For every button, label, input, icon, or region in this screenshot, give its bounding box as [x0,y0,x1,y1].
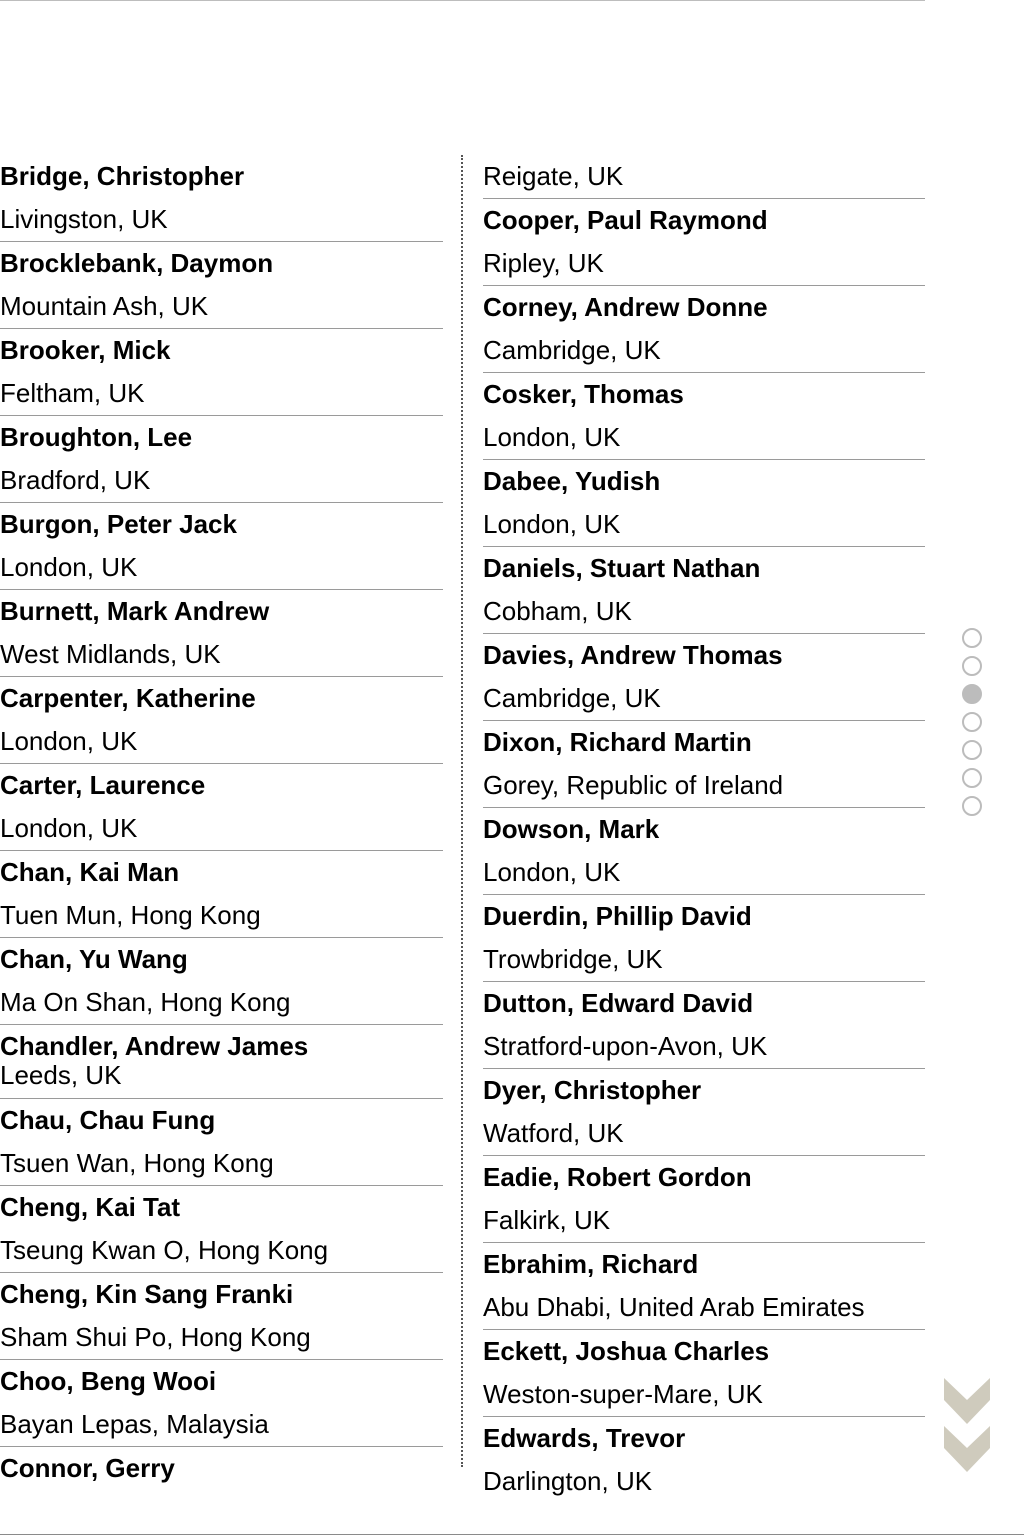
entry-location: Ripley, UK [483,248,604,278]
top-rule [0,0,925,1]
entry-location: Watford, UK [483,1118,624,1148]
entry-name: Davies, Andrew Thomas [483,640,783,670]
list-item [0,851,443,938]
entry-location: Cambridge, UK [483,335,661,365]
page-indicator [962,628,986,824]
list-item [483,721,925,808]
list-item [483,895,925,982]
entry-location: Livingston, UK [0,204,168,234]
entry-name: Dyer, Christopher [483,1075,702,1105]
entry-location: Bradford, UK [0,465,151,495]
list-item [483,1417,925,1503]
entry-location: Trowbridge, UK [483,944,663,974]
entry-location: Reigate, UK [483,161,624,191]
entry-location: London, UK [483,857,621,887]
list-item [483,1243,925,1330]
list-item [0,1099,443,1186]
entry-location: London, UK [0,813,138,843]
list-item [483,286,925,373]
list-item [483,1069,925,1156]
entry-location: Cobham, UK [483,596,632,626]
entry-location: Feltham, UK [0,378,145,408]
entry-location: Falkirk, UK [483,1205,611,1235]
list-item [0,329,443,416]
entry-location: Leeds, UK [0,1060,122,1090]
list-item [0,1186,443,1273]
entry-name: Dixon, Richard Martin [483,727,752,757]
list-item [0,242,443,329]
list-item [0,590,443,677]
entry-location: Ma On Shan, Hong Kong [0,987,291,1017]
page-dot[interactable] [962,656,982,676]
page-dot[interactable] [962,712,982,732]
entry-name: Dowson, Mark [483,814,660,844]
list-item [483,1330,925,1417]
entry-name: Duerdin, Phillip David [483,901,752,931]
entry-name: Burnett, Mark Andrew [0,596,270,626]
list-item [483,460,925,547]
entry-location: London, UK [483,422,621,452]
entry-name: Carpenter, Katherine [0,683,256,713]
entry-name: Broughton, Lee [0,422,193,452]
list-item [483,982,925,1069]
entry-location: Stratford-upon-Avon, UK [483,1031,768,1061]
entry-location: London, UK [483,509,621,539]
entry-name: Cosker, Thomas [483,379,684,409]
page-dot[interactable] [962,796,982,816]
entry-name: Ebrahim, Richard [483,1249,699,1279]
list-item [0,1360,443,1447]
list-item [483,547,925,634]
entry-name: Brocklebank, Daymon [0,248,274,278]
entry-location: Abu Dhabi, United Arab Emirates [483,1292,865,1322]
list-item [0,416,443,503]
entry-name: Dutton, Edward David [483,988,754,1018]
list-item [0,1025,443,1099]
page-dot[interactable] [962,684,982,704]
list-item [483,373,925,460]
list-item [0,764,443,851]
entry-name: Cheng, Kin Sang Franki [0,1279,294,1309]
bottom-rule [0,1534,1024,1535]
entry-name: Chandler, Andrew James [0,1031,309,1061]
entry-name: Burgon, Peter Jack [0,509,237,539]
entry-location: Weston-super-Mare, UK [483,1379,763,1409]
entry-name: Chan, Kai Man [0,857,180,887]
entry-name: Eckett, Joshua Charles [483,1336,770,1366]
list-item [0,155,443,242]
list-item [0,1273,443,1360]
list-item [483,199,925,286]
entry-name: Edwards, Trevor [483,1423,686,1453]
chevron-upper [944,1378,990,1424]
double-chevron-down-icon[interactable] [944,1378,990,1472]
entry-name: Chau, Chau Fung [0,1105,216,1135]
list-item [483,1156,925,1243]
entry-location: West Midlands, UK [0,639,221,669]
entry-location: London, UK [0,552,138,582]
list-item [0,1447,443,1490]
page-dot[interactable] [962,740,982,760]
left-column [0,155,443,1490]
entry-name: Connor, Gerry [0,1453,175,1483]
entry-name: Bridge, Christopher [0,161,245,191]
entry-name: Cheng, Kai Tat [0,1192,181,1222]
entry-name: Chan, Yu Wang [0,944,188,974]
column-divider [461,155,463,1467]
entry-name: Corney, Andrew Donne [483,292,768,322]
entry-name: Dabee, Yudish [483,466,661,496]
page-dot[interactable] [962,628,982,648]
page-dot[interactable] [962,768,982,788]
list-item [0,938,443,1025]
entry-name: Daniels, Stuart Nathan [483,553,761,583]
entry-location: Tseung Kwan O, Hong Kong [0,1235,329,1265]
entry-location: Bayan Lepas, Malaysia [0,1409,269,1439]
chevron-lower [944,1426,990,1472]
right-column [483,155,925,1503]
entry-name: Brooker, Mick [0,335,171,365]
entry-name: Eadie, Robert Gordon [483,1162,752,1192]
entry-location: Sham Shui Po, Hong Kong [0,1322,311,1352]
entry-location: London, UK [0,726,138,756]
entry-location: Mountain Ash, UK [0,291,209,321]
entry-location: Tsuen Wan, Hong Kong [0,1148,274,1178]
entry-location: Cambridge, UK [483,683,661,713]
continued-entry [483,155,925,199]
entry-location: Darlington, UK [483,1466,653,1496]
list-item [0,677,443,764]
list-item [483,634,925,721]
list-item [0,503,443,590]
entry-name: Choo, Beng Wooi [0,1366,217,1396]
entry-name: Carter, Laurence [0,770,206,800]
entry-name: Cooper, Paul Raymond [483,205,768,235]
entry-location: Gorey, Republic of Ireland [483,770,784,800]
list-item [483,808,925,895]
entry-location: Tuen Mun, Hong Kong [0,900,261,930]
